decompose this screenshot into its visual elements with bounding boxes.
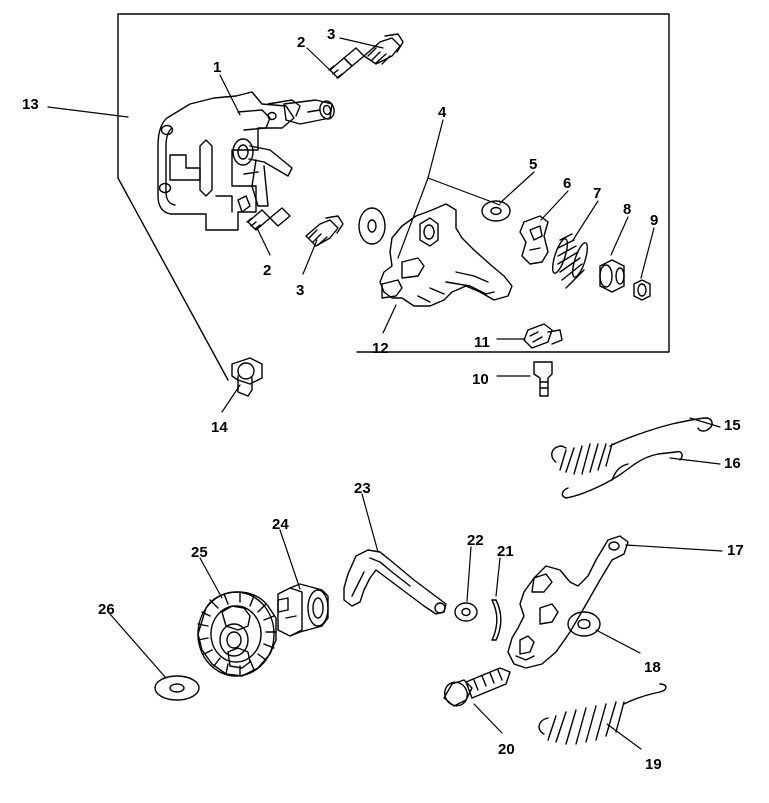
callout-24: 24 [272,516,289,533]
callout-18: 18 [644,659,661,676]
part-10-bolt [534,362,552,396]
part-1-bracket [158,92,336,230]
part-12-governor-lever [380,204,512,306]
part-3a-screw [364,34,403,64]
callout-16: 16 [724,455,741,472]
callout-3-top: 3 [327,26,336,43]
callout-20: 20 [498,741,515,758]
part-26-washer [155,676,199,700]
callout-8: 8 [623,201,632,218]
callout-11: 11 [474,334,490,351]
part-4-washer [359,208,385,244]
part-17-bracket [508,536,628,668]
part-8-bushing [600,260,624,292]
part-21-pin [492,600,501,640]
callout-10: 10 [472,371,489,388]
callout-2-mid: 2 [263,262,272,279]
callout-1: 1 [213,59,222,76]
part-3b-screw [306,216,343,246]
part-9-nut [634,280,650,300]
callout-13: 13 [22,96,39,113]
part-22-washer [455,603,477,621]
callout-12: 12 [372,340,389,357]
callout-19: 19 [645,756,662,773]
callout-17: 17 [727,542,744,559]
part-16-rod [562,452,682,498]
part-25-governor-gear [198,592,276,676]
callout-15: 15 [724,417,741,434]
part-18-washer [568,612,600,636]
part-24-bushing [278,584,328,636]
part-23-crank [344,550,446,614]
callout-21: 21 [497,543,514,560]
callout-26: 26 [98,601,115,618]
callout-3-mid: 3 [296,282,305,299]
callout-4: 4 [438,104,447,121]
part-19-spring [539,684,666,744]
panel-border-13 [118,14,669,380]
part-20-bolt [440,668,510,710]
callout-14: 14 [211,419,228,436]
part-6-clip [520,216,548,264]
callout-2-top: 2 [297,34,306,51]
callout-7: 7 [593,185,602,202]
callout-5: 5 [529,156,538,173]
callout-6: 6 [563,175,572,192]
part-11-stud [524,324,562,348]
leader-lines [48,38,722,749]
callout-22: 22 [467,532,484,549]
part-2a-screw [329,48,364,78]
callout-25: 25 [191,544,208,561]
callout-9: 9 [650,212,659,229]
part-7-spring [550,234,591,288]
callout-23: 23 [354,480,371,497]
